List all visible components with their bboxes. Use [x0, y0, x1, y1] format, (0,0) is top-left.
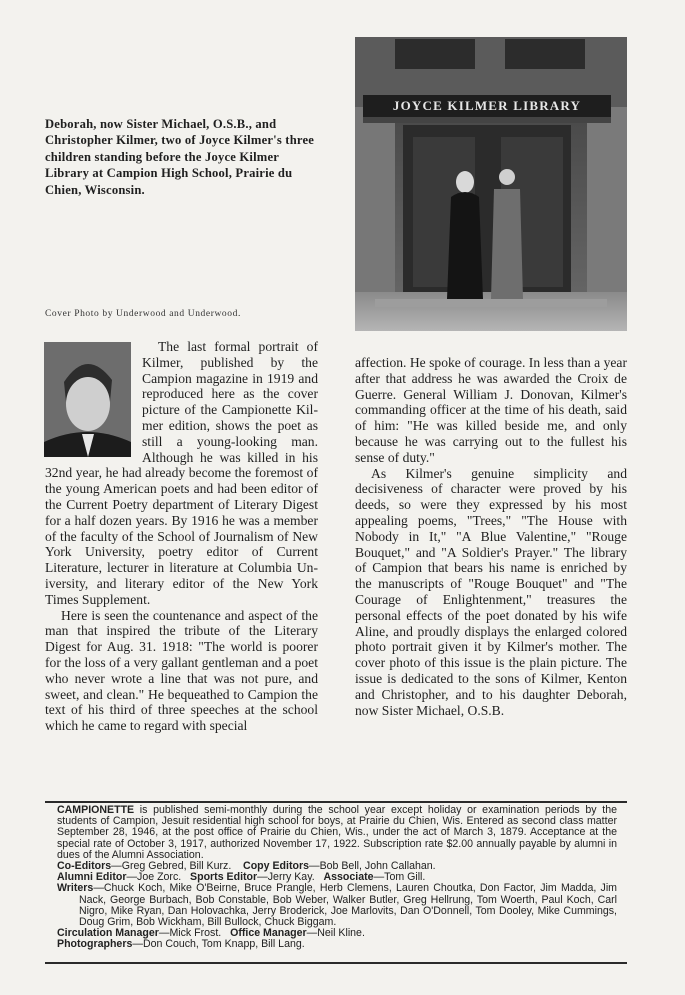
- portrait-wrap-space: [45, 339, 142, 460]
- column1-paragraph-1: The last formal portrait of Kilmer, published by the Campion magazine in 1919 and reproduced here as the cover picture of the Campionette Kilmer edition, shows the poet as still a young-looking man. Although he was killed in his 32nd year, he had already become the foremost of the young American poets and had been editor of the Current Poetry department of Literary Digest for a half dozen years. By 1916 he was a member of the faculty of the School of Journalism of New York University, poetry editor of Current Literature, lecturer in literature at Columbia University, and literary editor of the New York Times Supplement.: [45, 339, 318, 607]
- photographers-label: Photographers: [57, 938, 133, 951]
- column1-paragraph-2: Here is seen the countenance and aspect of the man that inspired the tribute of the Literary Digest for Aug. 31. 1918: "The world is poorer for the loss of a very gallant gentleman and a poet who never wrote a line that was not pure, and sweet, and clean." He bequeathed to Campion the text of his third of three speeches at the school which he came to regard with special: [45, 607, 318, 734]
- photo-caption: Deborah, now Sister Michael, O.S.B., and Christopher Kilmer, two of Joyce Kilmer's three children standing before the Joyce Kilmer Library at Campion High School, Prairie du Chien, Wisconsin.: [45, 117, 315, 197]
- co-editors: —Greg Gebred, Bill Kurz.: [111, 860, 232, 873]
- masthead-box: [45, 801, 627, 964]
- library-entrance-image: [355, 37, 627, 331]
- column2-paragraph-2: As Kilmer's genuine simplicity and decisiveness of character were proved by his deeds, so were they expressed by his most appealing poems, "Trees," "The House with Nobody in It," "A Blue Valentine," "Rouge Bouquet," and "A Soldier's Prayer." The library of Campion that bears his name is enriched by the manuscripts of "Rouge Bouquet" and "The Courage of Enlightenment," treasures the personal effects of the poet donated by his wife Aline, and proudly displays the enlarged colored photo portrait given it by Kilmer's mother. The cover photo of this issue is the plain picture. The issue is dedicated to the sons of Kilmer, Kenton and Christopher, and to his daughter Deborah, now Sister Michael, O.S.B.: [355, 465, 627, 718]
- publication-name: CAMPIONETTE: [57, 804, 135, 816]
- writers-line: [57, 883, 617, 928]
- circulation-label: Circulation Manager: [57, 927, 159, 940]
- library-sign-text: JOYCE KILMER LIBRARY: [392, 98, 582, 113]
- cover-photo-credit: Cover Photo by Underwood and Underwood.: [45, 309, 241, 319]
- writers-label: Writers: [57, 882, 94, 895]
- alumni-editor: —Joe Zorc.: [126, 871, 182, 884]
- article-column-1: [45, 339, 318, 734]
- statement-text: is published semi-monthly during the school year except holiday or examination periods by the students of Campion, Jesuit residential high school for boys, at Prairie du Chien, Wis. Entered as second class matter September 28, 1946, at the post office of Prairie du Chien, Wis., under the act of March 3, 1879. Acceptance at the special rate of October 3, 1917, authorized November 17, 1922. Subscription rate $2.00 annually payable by alumni in dues of the Alumni Association.: [57, 804, 617, 861]
- alumni-editor-label: Alumni Editor: [57, 871, 127, 884]
- associate: —Tom Gill.: [373, 871, 426, 884]
- sports-editor-label: Sports Editor: [190, 871, 258, 884]
- column2-paragraph-1: affection. He spoke of courage. In less than a year after that address he was awarded the Croix de Guerre. General William J. Donovan, Kilmer's commanding officer at the time of his death, said of him: "He was killed beside me, and only because he was carrying out to the fullest his sense of duty.": [355, 355, 627, 465]
- photographers-line: [57, 939, 617, 950]
- circulation: —Mick Frost.: [158, 927, 222, 940]
- writers: —Chuck Koch, Mike O'Beirne, Bruce Prangle, Herb Clemens, Lauren Choutka, Don Factor, Jim Madda, Jim Nack, George Burbach, Bob Constable, Bob Weber, Walker Butler, Greg Hellrung, Tom Woerth, Paul Koch, Carl Nigro, Mike Ryan, Dan Holovachka, Jerry Broderick, Joe Marlovits, Dan O'Donnell, Tom Dooley, Mike Cummings, Doug Grim, Bob Wickham, Bill Bullock, Chuck Biggam.: [79, 882, 617, 929]
- copy-editors: —Bob Bell, John Callahan.: [308, 860, 436, 873]
- co-editors-label: Co-Editors: [57, 860, 112, 873]
- office: —Neil Kline.: [306, 927, 365, 940]
- sports-editor: —Jerry Kay.: [257, 871, 315, 884]
- photographers: —Don Couch, Tom Knapp, Bill Lang.: [132, 938, 305, 951]
- article-column-2: [355, 355, 627, 718]
- office-label: Office Manager: [230, 927, 307, 940]
- associate-label: Associate: [323, 871, 374, 884]
- cover-photo: [355, 37, 627, 331]
- publication-statement: [57, 805, 617, 861]
- copy-editors-label: Copy Editors: [243, 860, 309, 873]
